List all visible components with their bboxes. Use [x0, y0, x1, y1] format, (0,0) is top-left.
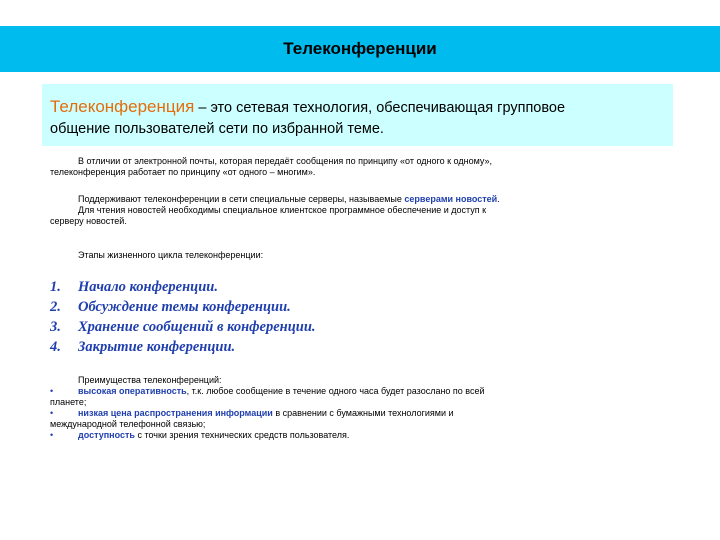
list-number: 2.: [50, 299, 61, 315]
paragraph-text: В отличии от электронной почты, которая передаёт сообщения по принципу «от одного к одному»,: [78, 156, 492, 166]
bullet-icon: •: [50, 430, 54, 440]
list-item-label: Хранение сообщений в конференции.: [78, 319, 316, 335]
advantages-heading: [50, 375, 650, 386]
list-item-label: Обсуждение темы конференции.: [78, 299, 291, 315]
advantage-text: , т.к. любое сообщение в течение одного часа будет разослано по всей: [186, 386, 485, 396]
advantage-item: [50, 386, 650, 397]
paragraph-line: [50, 205, 650, 216]
advantage-term: низкая цена распространения информации: [78, 408, 273, 418]
bullet-icon: •: [50, 408, 54, 418]
list-item: [50, 297, 316, 317]
stages-heading: [50, 250, 650, 261]
paragraph-text: .: [497, 194, 500, 204]
definition-box: [42, 84, 673, 146]
advantages-section: [50, 375, 650, 441]
list-item-label: Начало конференции.: [78, 279, 218, 295]
advantage-text: в сравнении с бумажными технологиями и: [272, 408, 454, 418]
paragraph-text: Поддерживают телеконференции в сети специальные серверы, называемые: [78, 194, 405, 204]
paragraph-text: Для чтения новостей необходимы специальное клиентское программное обеспечение и доступ к: [78, 205, 487, 215]
paragraph-line: [50, 156, 650, 167]
advantage-term: высокая оперативность: [78, 386, 187, 396]
advantage-text: с точки зрения технических средств пользователя.: [134, 430, 350, 440]
definition-line-2: общение пользователей сети по избранной теме.: [50, 121, 384, 137]
advantage-term: доступность: [78, 430, 135, 440]
list-item: [50, 337, 316, 357]
definition-text: – это сетевая технология, обеспечивающая групповое: [194, 100, 566, 116]
advantages-heading-text: Преимущества телеконференций:: [78, 375, 222, 385]
news-servers-term: серверами новостей: [404, 194, 498, 204]
paragraph-news-servers: [50, 194, 650, 227]
advantage-item: [50, 430, 650, 441]
list-item: [50, 317, 316, 337]
list-number: 4.: [50, 339, 61, 355]
title-bar: [0, 26, 720, 72]
list-number: 1.: [50, 279, 61, 295]
definition-term: Телеконференция: [50, 97, 195, 116]
paragraph-line: телеконференция работает по принципу «от одного – многим».: [50, 167, 316, 177]
advantage-continuation: международной телефонной связью;: [50, 419, 206, 429]
list-item-label: Закрытие конференции.: [78, 339, 236, 355]
stages-heading-text: Этапы жизненного цикла телеконференции:: [78, 250, 264, 260]
stages-list: [50, 277, 316, 357]
advantage-continuation: планете;: [50, 397, 87, 407]
paragraph-line: серверу новостей.: [50, 216, 127, 226]
list-item: [50, 277, 316, 297]
list-number: 3.: [50, 319, 61, 335]
paragraph-email-comparison: [50, 156, 650, 178]
bullet-icon: •: [50, 386, 54, 396]
paragraph-line: [50, 194, 650, 205]
definition-line-1: [50, 97, 565, 117]
page-title: Телеконференции: [283, 39, 437, 58]
advantage-item: [50, 408, 650, 419]
